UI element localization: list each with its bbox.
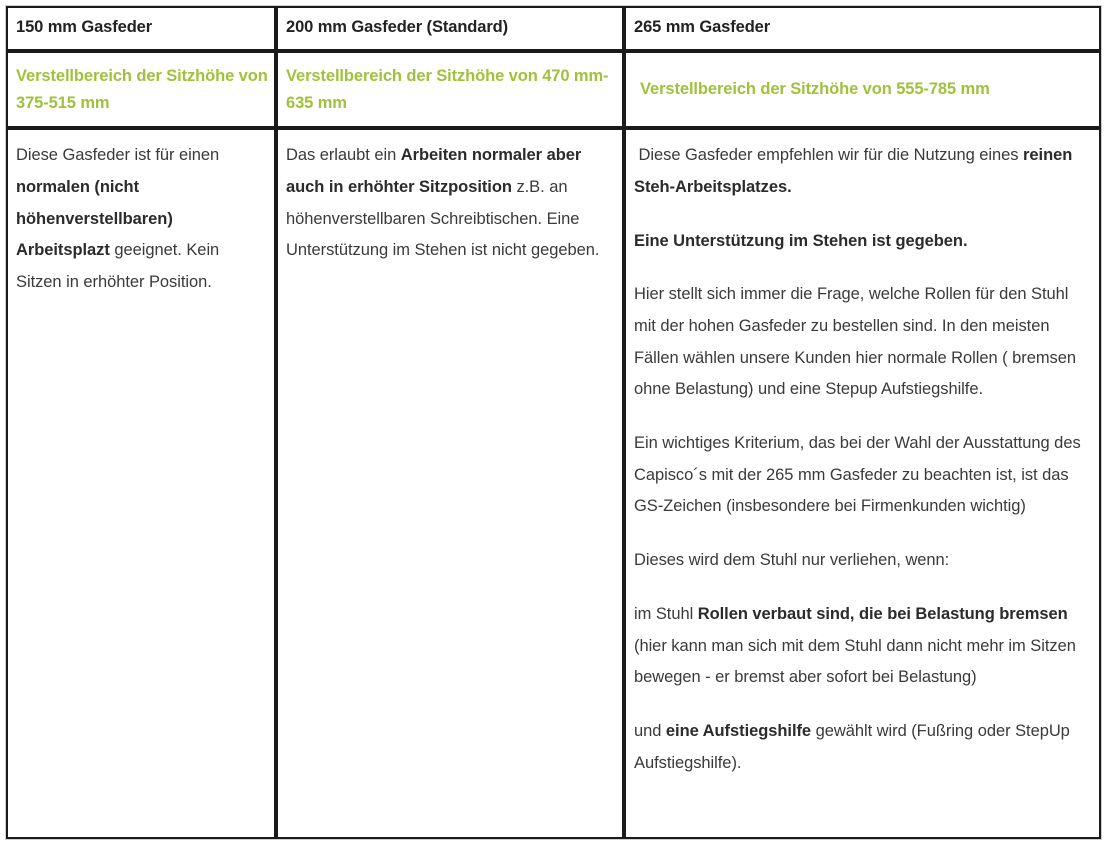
plain-text: im Stuhl xyxy=(634,604,698,623)
description-paragraph xyxy=(286,140,615,267)
description-paragraph xyxy=(634,599,1092,694)
seat-height-range-text: Verstellbereich der Sitzhöhe von 555-785 mm xyxy=(640,80,990,99)
column-header-title: 265 mm Gasfeder xyxy=(634,18,771,36)
description-text xyxy=(286,140,615,267)
plain-text: Ein wichtiges Kriterium, das bei der Wahl der Ausstattung des Capisco´s mit der 265 mm Gasfeder zu beachten ist, ist das GS-Zeichen (insbesondere bei Firmenkunden wichtig) xyxy=(634,434,1081,516)
emphasis-text: normalen (nicht höhenverstellbaren) Arbeitsplazt xyxy=(16,178,173,260)
range-cell-gasfeder-200 xyxy=(276,51,624,128)
description-cell-gasfeder-150 xyxy=(6,128,276,839)
description-paragraph xyxy=(634,716,1092,779)
header-cell-gasfeder-150 xyxy=(6,6,276,51)
table-row-ranges xyxy=(6,51,1101,128)
header-cell-gasfeder-265 xyxy=(624,6,1101,51)
plain-text: Diese Gasfeder empfehlen wir für die Nutzung eines xyxy=(634,146,1024,165)
table-row-headers xyxy=(6,6,1101,51)
plain-text: Das erlaubt ein xyxy=(286,146,401,165)
column-header-title: 150 mm Gasfeder xyxy=(16,18,153,36)
plain-text: Diese Gasfeder ist für einen xyxy=(16,146,220,165)
description-paragraph xyxy=(634,279,1092,406)
table-row-descriptions xyxy=(6,128,1101,839)
emphasis-text: Rollen verbaut sind, die bei Belastung bremsen xyxy=(697,604,1068,623)
plain-text: (hier kann man sich mit dem Stuhl dann nicht mehr im Sitzen bewegen - er bremst aber sofort bei Belastung) xyxy=(634,604,1081,687)
range-cell-gasfeder-150 xyxy=(6,51,276,128)
plain-text: z.B. an höhenverstellbaren Schreibtischen. Eine Unterstützung im Stehen ist nicht gegeben. xyxy=(286,178,600,260)
emphasis-text: eine Aufstiegshilfe xyxy=(665,721,812,740)
description-text xyxy=(16,140,267,298)
description-paragraph xyxy=(634,226,1092,258)
range-cell-gasfeder-265 xyxy=(624,51,1101,128)
emphasis-text: Arbeiten normaler aber auch in erhöhter Sitzposition xyxy=(286,146,582,197)
seat-height-range-text: Verstellbereich der Sitzhöhe von 470 mm- 635 mm xyxy=(286,67,609,112)
header-cell-gasfeder-200 xyxy=(276,6,624,51)
seat-height-range-text: Verstellbereich der Sitzhöhe von 375-515 mm xyxy=(16,67,268,112)
description-paragraph xyxy=(634,140,1092,203)
plain-text: und xyxy=(634,721,666,740)
plain-text: gewählt wird (Fußring oder StepUp Aufstiegshilfe). xyxy=(634,721,1074,772)
description-cell-gasfeder-265 xyxy=(624,128,1101,839)
plain-text: Hier stellt sich immer die Frage, welche Rollen für den Stuhl mit der hohen Gasfeder zu bestellen sind. In den meisten Fällen wählen unsere Kunden hier normale Rollen ( bremsen ohne Belastung) und eine Stepup Aufstiegshilfe. xyxy=(634,285,1076,399)
column-header-title: 200 mm Gasfeder (Standard) xyxy=(286,18,509,36)
plain-text: Dieses wird dem Stuhl nur verliehen, wenn: xyxy=(634,551,950,570)
emphasis-text: reinen Steh-Arbeitsplatzes. xyxy=(634,146,1073,197)
description-paragraph xyxy=(16,140,267,298)
description-paragraph xyxy=(634,545,1092,577)
emphasis-text: Eine Unterstützung im Stehen ist gegeben. xyxy=(634,231,968,250)
gas-spring-comparison-table xyxy=(5,5,1102,840)
plain-text: geeignet. Kein Sitzen in erhöhter Position. xyxy=(16,241,224,292)
description-cell-gasfeder-200 xyxy=(276,128,624,839)
description-text xyxy=(634,140,1092,779)
description-paragraph xyxy=(634,428,1092,523)
